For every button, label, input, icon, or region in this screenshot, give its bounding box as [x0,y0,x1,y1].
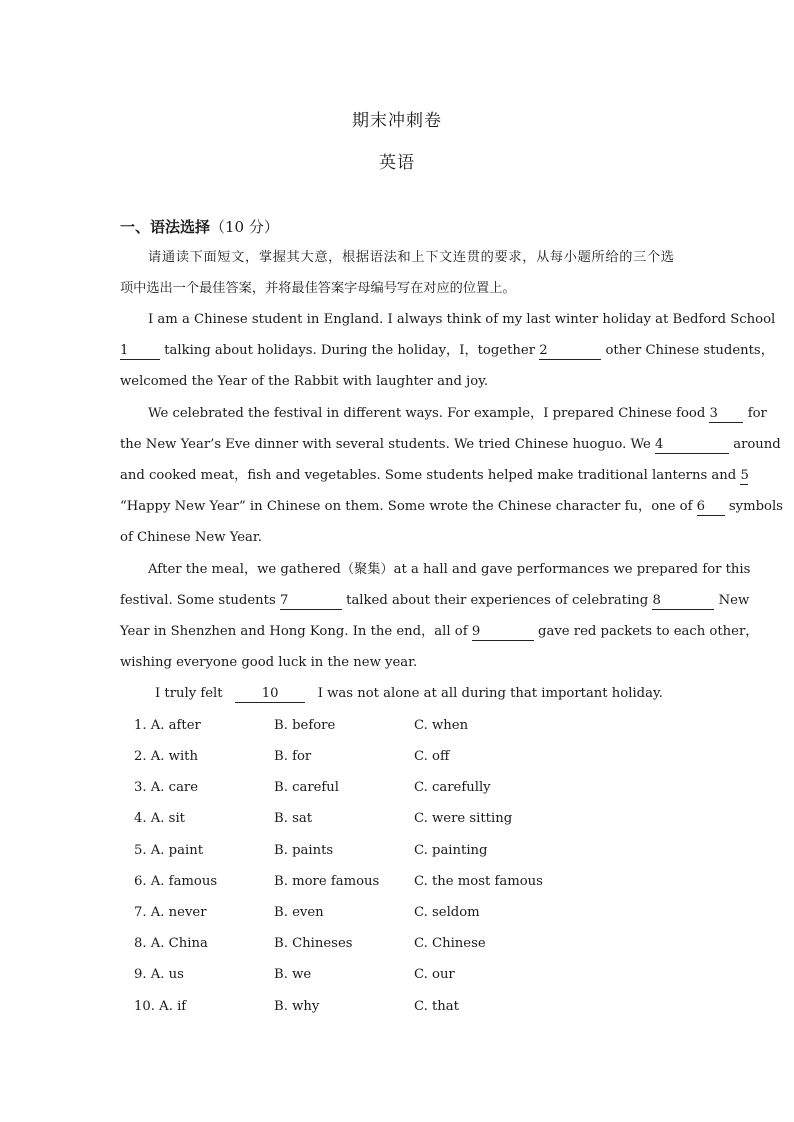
exam-title: 期末冲刺卷 [352,111,442,131]
answer-blank-10[interactable]: 10 [235,686,305,703]
option-c[interactable]: C. were sitting [414,811,513,826]
option-c[interactable]: C. seldom [414,905,480,920]
option-b[interactable]: B. before [274,718,336,733]
option-c[interactable]: C. painting [414,843,488,858]
passage-p2-line-4 [120,497,783,517]
passage-p2-line-5: of Chinese New Year. [120,530,262,545]
text-segment: gave red packets to each other， [538,624,759,639]
text-segment: I truly felt [155,686,223,701]
passage-p3-line-4: wishing everyone good luck in the new year. [120,655,418,670]
option-a[interactable]: 8. A. China [134,936,208,951]
option-a[interactable]: 2. A. with [134,749,198,764]
text-segment: I was not alone at all during that important holiday. [317,686,663,701]
subject-title: 英语 [379,153,415,173]
option-c[interactable]: C. that [414,999,459,1014]
option-c[interactable]: C. off [414,749,450,764]
answer-blank-2[interactable]: 2 [539,343,601,360]
passage-p3-line-3 [120,622,759,642]
passage-p2-line-2 [120,435,781,455]
text-segment: Year in Shenzhen and Hong Kong. In the end，all of [120,624,468,639]
passage-p4-line-1 [155,684,663,704]
text-segment: “Happy New Year” in Chinese on them. Some wrote the Chinese character fu，one of [120,499,693,514]
option-b[interactable]: B. careful [274,780,340,795]
option-c[interactable]: C. Chinese [414,936,486,951]
section-heading [120,216,279,237]
text-segment: for [747,406,767,421]
answer-blank-1[interactable]: 1 [120,343,160,360]
text-segment: around [733,437,781,452]
text-segment: other Chinese students， [605,343,774,358]
option-b[interactable]: B. sat [274,811,313,826]
answer-blank-4[interactable]: 4 [655,437,729,454]
option-c[interactable]: C. carefully [414,780,491,795]
option-a[interactable]: 1. A. after [134,718,201,733]
text-segment: New [718,593,750,608]
passage-p1-line-2 [120,341,774,361]
instructions-line-2: 项中选出一个最佳答案，并将最佳答案字母编号写在对应的位置上。 [120,281,516,296]
option-c[interactable]: C. when [414,718,469,733]
passage-p3-line-2 [120,591,750,611]
section-points: （10 分） [210,218,279,236]
option-b[interactable]: B. even [274,905,324,920]
option-a[interactable]: 10. A. if [134,999,187,1014]
passage-p2-line-1 [148,404,767,424]
answer-blank-8[interactable]: 8 [652,593,714,610]
text-segment: festival. Some students [120,593,276,608]
option-c[interactable]: C. our [414,967,455,982]
option-b[interactable]: B. more famous [274,874,380,889]
text-segment: We celebrated the festival in different ways. For example，I prepared Chinese food [148,406,706,421]
text-segment: the New Year’s Eve dinner with several students. We tried Chinese huoguo. We [120,437,651,452]
instructions-line-1: 请通读下面短文，掌握其大意，根据语法和上下文连贯的要求，从每小题所给的三个选 [148,250,674,265]
option-a[interactable]: 9. A. us [134,967,184,982]
answer-blank-3[interactable]: 3 [709,406,743,423]
passage-p3-line-1: After the meal，we gathered（聚集）at a hall and gave performances we prepared for this [148,562,751,577]
option-a[interactable]: 6. A. famous [134,874,218,889]
answer-blank-6[interactable]: 6 [697,499,725,516]
option-b[interactable]: B. for [274,749,312,764]
section-heading-text: 一、语法选择 [120,218,211,236]
answer-blank-9[interactable]: 9 [472,624,534,641]
passage-p1-line-3: welcomed the Year of the Rabbit with laughter and joy. [120,374,489,389]
answer-blank-5[interactable]: 5 [740,468,749,483]
option-b[interactable]: B. we [274,967,312,982]
option-b[interactable]: B. why [274,999,320,1014]
option-a[interactable]: 5. A. paint [134,843,203,858]
option-a[interactable]: 3. A. care [134,780,199,795]
text-segment: symbols [728,499,783,514]
passage-p1-line-1: I am a Chinese student in England. I always think of my last winter holiday at Bedford School [148,312,776,327]
option-c[interactable]: C. the most famous [414,874,543,889]
option-b[interactable]: B. paints [274,843,334,858]
option-a[interactable]: 4. A. sit [134,811,185,826]
text-segment: and cooked meat，fish and vegetables. Some students helped make traditional lanterns and [120,468,737,483]
text-segment: talked about their experiences of celebrating [346,593,649,608]
option-a[interactable]: 7. A. never [134,905,207,920]
answer-blank-7[interactable]: 7 [280,593,342,610]
option-b[interactable]: B. Chineses [274,936,353,951]
passage-p2-line-3 [120,466,749,486]
text-segment: talking about holidays. During the holiday，I，together [164,343,536,358]
